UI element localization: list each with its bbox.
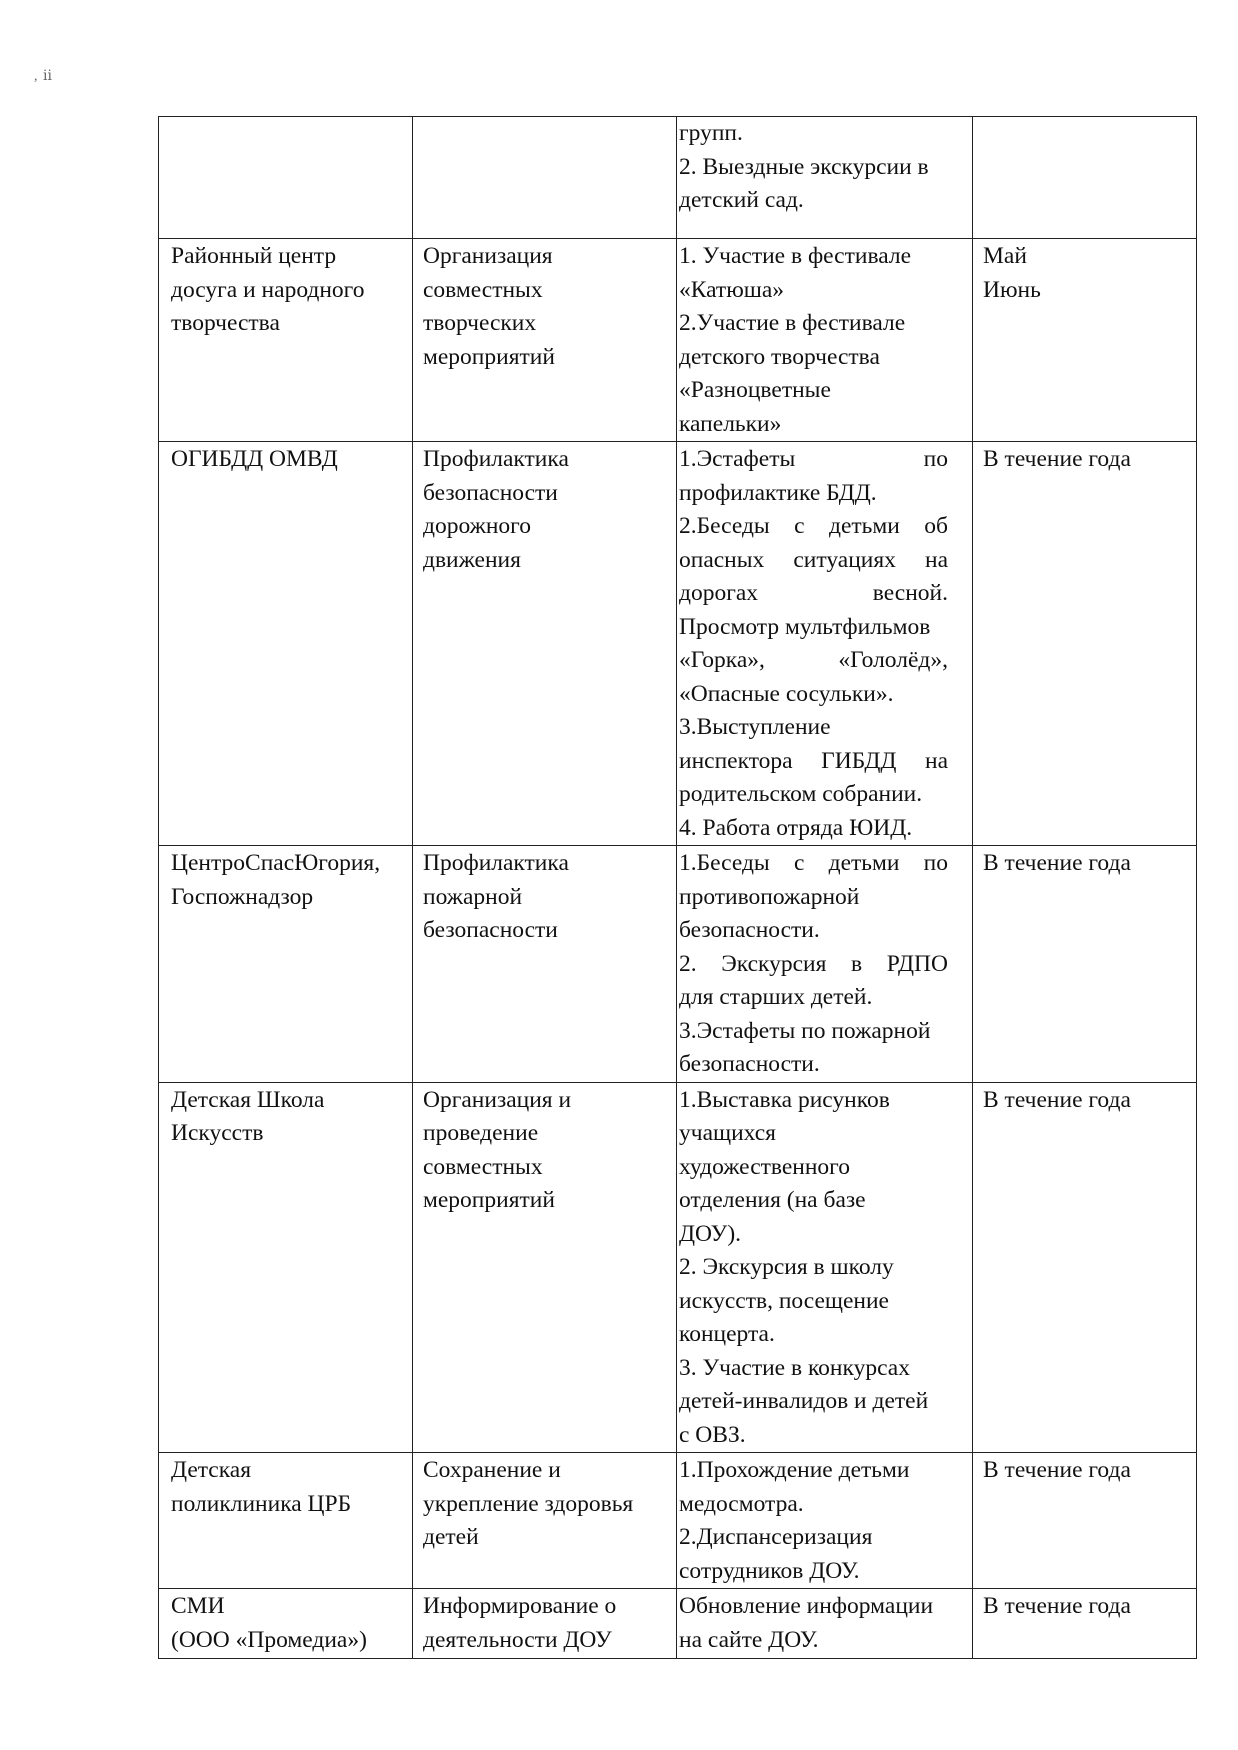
cell-text-line: ЦентроСпасЮгория, <box>171 850 381 876</box>
partner-cell <box>159 117 413 239</box>
cell-text-line: 2.Участие в фестивале <box>679 310 906 336</box>
cell-text-line: искусств, посещение <box>679 1287 889 1314</box>
goal-cell <box>413 1453 677 1589</box>
cell-text-line: Сохранение и <box>423 1457 561 1483</box>
cell-text-line: пожарной <box>423 883 523 910</box>
cell-text-line: СМИ <box>171 1593 225 1619</box>
cell-text-line: безопасности <box>423 479 558 506</box>
goal-cell <box>413 117 677 239</box>
table-row <box>159 442 1197 846</box>
table-row <box>159 846 1197 1083</box>
table-row <box>159 117 1197 239</box>
cell-text-line: 2. Экскурсия в школу <box>679 1254 894 1280</box>
activities-cell <box>677 1589 973 1659</box>
cell-text-line: групп. <box>679 120 743 146</box>
cell-text-line: капельки» <box>679 410 782 437</box>
cell-text-line: деятельности ДОУ <box>423 1626 612 1653</box>
cell-text-line: медосмотра. <box>679 1490 804 1517</box>
cell-text-line: Организация и <box>423 1086 572 1113</box>
period-cell <box>973 442 1197 846</box>
cell-text-line: В течение года <box>983 1457 1131 1483</box>
activities-cell <box>677 442 973 846</box>
table-row <box>159 1082 1197 1453</box>
cell-text-line: для старших детей. <box>679 984 873 1010</box>
cell-text-line: инспектора ГИБДД на <box>679 747 948 774</box>
cell-text-line: концерта. <box>679 1321 775 1347</box>
cell-text-line: 4. Работа отряда ЮИД. <box>679 814 913 841</box>
cell-text-line: движения <box>423 546 521 573</box>
cell-text-line: Информирование о <box>423 1593 617 1619</box>
cell-text-line: Просмотр мультфильмов <box>679 613 931 640</box>
period-cell <box>973 1082 1197 1453</box>
cell-text-line: детского творчества <box>679 343 880 370</box>
cell-text-line: 2. Выездные экскурсии в <box>679 153 929 180</box>
period-cell <box>973 239 1197 442</box>
cell-text-line: 1. Участие в фестивале <box>679 243 912 269</box>
cell-text-line: «Горка», «Гололёд», <box>679 647 948 673</box>
cell-text-line: В течение года <box>983 1593 1131 1619</box>
cooperation-plan-table-wrapper <box>158 116 1196 1659</box>
cell-text-line: Профилактика <box>423 850 569 876</box>
period-cell <box>973 1453 1197 1589</box>
cell-text-line: 3. Участие в конкурсах <box>679 1354 910 1381</box>
table-row <box>159 1453 1197 1589</box>
activities-cell <box>677 1082 973 1453</box>
cell-text-line: 3.Эстафеты по пожарной <box>679 1017 931 1044</box>
cell-text-line: 2.Беседы с детьми об <box>679 513 948 539</box>
cell-text-line: дорожного <box>423 513 531 539</box>
cell-text-line: безопасности. <box>679 917 820 943</box>
period-cell <box>973 846 1197 1083</box>
cell-text-line: с ОВЗ. <box>679 1421 746 1448</box>
cell-text-line: В течение года <box>983 446 1131 472</box>
cell-text-line: мероприятий <box>423 1187 555 1213</box>
cell-text-line: мероприятий <box>423 343 555 370</box>
cell-text-line: опасных ситуациях на <box>679 546 948 573</box>
activities-cell <box>677 1453 973 1589</box>
cell-text-line: совместных <box>423 276 543 303</box>
cell-text-line: творческих <box>423 310 537 336</box>
cell-text-line: ДОУ). <box>679 1220 742 1247</box>
cell-text-line: отделения (на базе <box>679 1187 866 1213</box>
cell-text-line: 2.Диспансеризация <box>679 1524 873 1550</box>
goal-cell <box>413 442 677 846</box>
goal-cell <box>413 846 677 1083</box>
cell-text-line: профилактике БДД. <box>679 479 877 506</box>
activities-cell <box>677 239 973 442</box>
scan-corner-mark: , ⅱ <box>34 69 53 84</box>
cell-text-line: Май <box>983 243 1027 269</box>
cooperation-plan-table <box>158 116 1197 1659</box>
period-cell <box>973 1589 1197 1659</box>
partner-cell <box>159 846 413 1083</box>
cell-text-line: дорогах весной. <box>679 580 948 606</box>
cell-text-line: (ООО «Промедиа») <box>171 1626 367 1653</box>
cell-text-line: 3.Выступление <box>679 714 831 740</box>
cell-text-line: «Разноцветные <box>679 377 831 403</box>
partner-cell <box>159 1453 413 1589</box>
partner-cell <box>159 1082 413 1453</box>
cell-text-line: детей-инвалидов и детей <box>679 1388 929 1414</box>
cell-text-line: В течение года <box>983 1086 1131 1113</box>
cell-text-line: безопасности. <box>679 1051 820 1077</box>
cell-text-line: «Катюша» <box>679 276 785 303</box>
cell-text-line: детей <box>423 1524 479 1550</box>
goal-cell <box>413 1589 677 1659</box>
cell-text-line: противопожарной <box>679 883 860 910</box>
partner-cell <box>159 239 413 442</box>
cell-text-line: ОГИБДД ОМВД <box>171 446 338 472</box>
cell-text-line: родительском собрании. <box>679 781 923 807</box>
goal-cell <box>413 1082 677 1453</box>
cell-text-line: сотрудников ДОУ. <box>679 1557 860 1584</box>
cell-text-line: творчества <box>171 310 280 336</box>
cell-text-line: 2. Экскурсия в РДПО <box>679 950 948 977</box>
activities-cell <box>677 117 973 239</box>
cell-text-line: Детская <box>171 1457 252 1483</box>
cell-text-line: 1.Эстафеты по <box>679 446 948 472</box>
cell-text-line: проведение <box>423 1120 539 1146</box>
cell-text-line: Профилактика <box>423 446 569 472</box>
cell-text-line: поликлиника ЦРБ <box>171 1490 352 1517</box>
cell-text-line: Организация <box>423 243 553 269</box>
cell-text-line: Районный центр <box>171 243 337 269</box>
cell-text-line: художественного <box>679 1153 850 1180</box>
cell-text-line: 1.Беседы с детьми по <box>679 850 948 876</box>
table-row <box>159 239 1197 442</box>
cell-text-line: укрепление здоровья <box>423 1490 634 1517</box>
cell-text-line: учащихся <box>679 1120 776 1146</box>
partner-cell <box>159 442 413 846</box>
cell-text-line: 1.Выставка рисунков <box>679 1086 890 1113</box>
cell-text-line: совместных <box>423 1153 543 1180</box>
cell-text-line: В течение года <box>983 850 1131 876</box>
period-cell <box>973 117 1197 239</box>
activities-cell <box>677 846 973 1083</box>
partner-cell <box>159 1589 413 1659</box>
cell-text-line: досуга и народного <box>171 276 365 303</box>
cell-text-line: безопасности <box>423 917 558 943</box>
table-row <box>159 1589 1197 1659</box>
cell-text-line: Июнь <box>983 276 1041 303</box>
cell-text-line: на сайте ДОУ. <box>679 1626 819 1653</box>
cell-text-line: Искусств <box>171 1120 264 1146</box>
cell-text-line: Госпожнадзор <box>171 883 314 910</box>
cell-text-line: «Опасные сосульки». <box>679 680 894 707</box>
cell-text-line: 1.Прохождение детьми <box>679 1457 910 1483</box>
goal-cell <box>413 239 677 442</box>
cell-text-line: Детская Школа <box>171 1086 325 1113</box>
cell-text-line: Обновление информации <box>679 1593 934 1619</box>
cell-text-line: детский сад. <box>679 187 804 213</box>
